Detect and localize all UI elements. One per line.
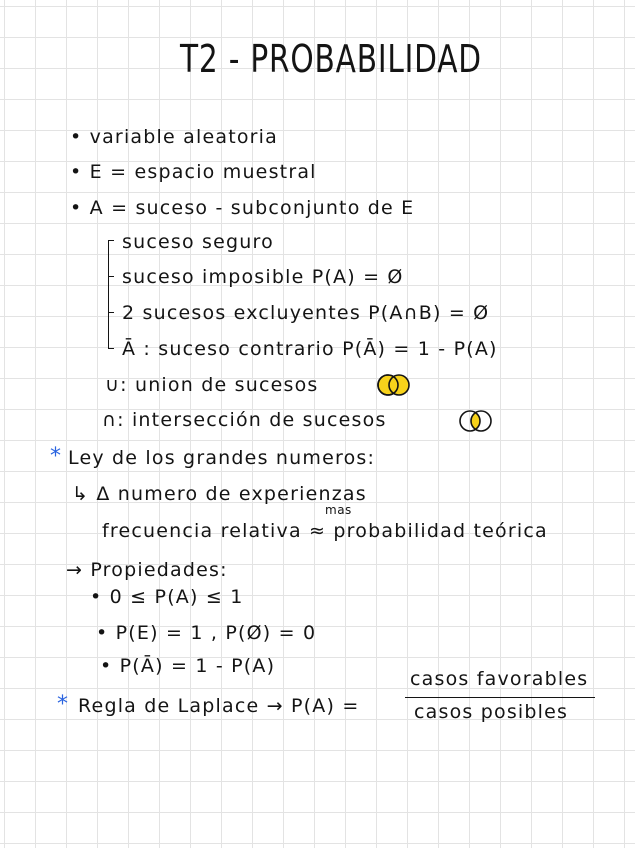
bracket-tick <box>108 348 114 349</box>
interseccion-line: ∩: intersección de sucesos <box>102 409 387 431</box>
laplace-numerator: casos favorables <box>410 668 589 690</box>
propiedad-2: • P(E) = 1 , P(Ø) = 0 <box>96 622 317 644</box>
mas-note: mas <box>325 503 352 517</box>
suceso-contrario: Ā : suceso contrario P(Ā) = 1 - P(A) <box>122 338 498 360</box>
laplace-label: Regla de Laplace → P(A) = <box>78 695 360 717</box>
bullet-espacio-muestral: • E = espacio muestral <box>70 161 317 183</box>
bullet-suceso: • A = suceso - subconjunto de E <box>70 197 415 219</box>
propiedad-3: • P(Ā) = 1 - P(A) <box>100 655 276 677</box>
bracket-tick <box>108 276 114 277</box>
frecuencia-relativa-line: frecuencia relativa ≈ probabilidad teórica <box>102 520 548 542</box>
intersection-venn-icon <box>456 408 496 434</box>
bracket-tick <box>108 240 114 241</box>
fraction-line <box>405 697 595 698</box>
suceso-imposible: suceso imposible P(A) = Ø <box>122 266 404 288</box>
union-line: ∪: union de sucesos <box>105 374 319 396</box>
ley-grandes-numeros-heading: Ley de los grandes numeros: <box>68 447 376 469</box>
sucesos-excluyentes: 2 sucesos excluyentes P(A∩B) = Ø <box>122 302 490 324</box>
propiedad-1: • 0 ≤ P(A) ≤ 1 <box>90 586 244 608</box>
page-title: T2 - PROBABILIDAD <box>180 37 482 81</box>
laplace-denominator: casos posibles <box>414 701 569 723</box>
star-icon: * <box>57 692 70 717</box>
star-icon: * <box>50 444 63 469</box>
union-venn-icon <box>374 372 414 398</box>
suceso-bracket <box>108 240 109 348</box>
bullet-variable-aleatoria: • variable aleatoria <box>70 126 278 148</box>
propiedades-heading: → Propiedades: <box>66 559 228 581</box>
numero-experiencias-line: ↳ Δ numero de experienzas <box>72 483 367 505</box>
suceso-seguro: suceso seguro <box>122 231 274 253</box>
bracket-tick <box>108 312 114 313</box>
